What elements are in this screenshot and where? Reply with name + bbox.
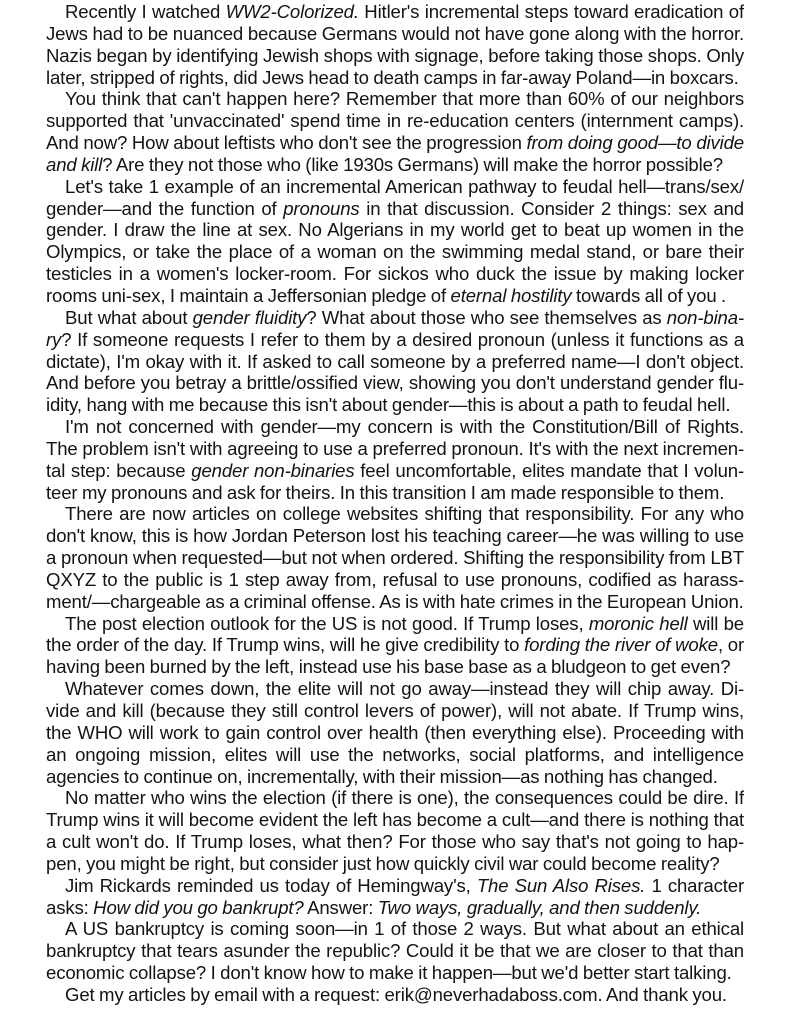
text-segment: will be: [687, 612, 744, 634]
text-line: [46, 787, 744, 809]
italic-text: Two ways, gradually, and then suddenly.: [377, 896, 702, 918]
text-segment: bankruptcy that tears asunder the republic? Could it be that we are closer to that than: [46, 940, 744, 962]
italic-text: gender fluidity: [192, 306, 307, 328]
text-line: [46, 45, 744, 67]
italic-text: fording the river of woke: [524, 634, 718, 656]
text-segment: gender—and the function of: [46, 197, 284, 219]
text-line: [46, 656, 744, 678]
italic-text: moronic hell: [588, 612, 688, 634]
italic-text: gender non-binaries: [191, 459, 355, 481]
text-segment: ? If someone requests I refer to them by a desired pronoun (unless it functions as a: [61, 328, 744, 350]
text-segment: Answer:: [303, 896, 378, 918]
text-segment: A US bankruptcy is coming soon—in 1 of those 2 ways. But what about an ethical: [65, 918, 744, 940]
text-segment: tal step: because: [46, 459, 192, 481]
text-segment: vide and kill (because they still control levers of power), will not abate. If Trump wins,: [46, 700, 744, 721]
text-line: [46, 940, 744, 962]
paragraph: [46, 1, 744, 88]
text-segment: Jim Rickards reminded us today of Hemingway's,: [65, 874, 477, 896]
text-segment: The post election outlook for the US is not good. If Trump loses,: [65, 612, 589, 634]
text-segment: And before you betray a brittle/ossified view, showing you don't understand gender flu-: [46, 372, 744, 394]
paragraph: [46, 678, 744, 787]
text-line: [46, 372, 744, 394]
text-segment: having been burned by the left, instead use his base base as a bludgeon to get even?: [46, 656, 731, 678]
paragraph: [46, 307, 744, 416]
text-line: [46, 67, 744, 89]
paragraph: [46, 503, 744, 612]
text-line: [46, 918, 744, 940]
text-line: [46, 329, 744, 351]
text-segment: Whatever comes down, the elite will not go away—instead they will chip away. Di-: [65, 678, 744, 700]
text-segment: feel uncomfortable, elites mandate that I volun-: [354, 459, 744, 481]
text-line: [46, 503, 744, 525]
text-line: [46, 547, 744, 569]
text-line: [46, 897, 744, 919]
text-segment: testicles in a women's locker-room. For sickos who duck the issue by making locker: [46, 263, 744, 285]
italic-text: WW2-Colorized.: [225, 1, 359, 22]
text-segment: rooms uni-sex, I maintain a Jeffersonian pledge of: [46, 284, 451, 306]
text-line: [46, 88, 744, 110]
text-segment: No matter who wins the election (if there is one), the consequences could be dire. If: [65, 787, 744, 809]
text-segment: And now? How about leftists who don't see the progression: [46, 132, 527, 154]
italic-text: ry: [46, 328, 62, 350]
italic-text: and kill: [46, 153, 103, 175]
paragraph: [46, 875, 744, 919]
text-line: [46, 613, 744, 635]
text-line: [46, 875, 744, 897]
text-line: [46, 132, 744, 154]
article-body: [46, 1, 744, 1006]
text-segment: later, stripped of rights, did Jews head to death camps in far-away Poland—in boxcars.: [46, 66, 739, 88]
text-segment: teer my pronouns and ask for theirs. In this transition I am made responsible to them.: [46, 481, 725, 503]
text-segment: a pronoun when requested—but not when ordered. Shifting the responsibility from LBT: [46, 547, 744, 569]
text-line: [46, 110, 744, 132]
text-line: [46, 853, 744, 875]
text-segment: idity, hang with me because this isn't about gender—this is about a path to feudal hell.: [46, 394, 731, 416]
text-line: [46, 700, 744, 722]
text-line: [46, 525, 744, 547]
text-line: [46, 23, 744, 45]
text-line: [46, 809, 744, 831]
text-segment: , or: [717, 634, 744, 656]
text-segment: There are now articles on college websites shifting that responsibility. For any who: [65, 503, 744, 525]
text-line: [46, 438, 744, 460]
text-line: [46, 351, 744, 373]
text-segment: supported that 'unvaccinated' spend time in re-education centers (internment camps).: [46, 110, 744, 132]
text-line: [46, 219, 744, 241]
text-segment: in that discussion. Consider 2 things: sex and: [359, 197, 744, 219]
text-segment: dictate), I'm okay with it. If asked to call someone by a preferred name—I don't object.: [46, 350, 744, 372]
text-line: [46, 634, 744, 656]
text-line: [46, 678, 744, 700]
text-segment: economic collapse? I don't know how to make it happen—but we'd better start talking.: [46, 962, 732, 984]
text-line: [46, 460, 744, 482]
text-line: [46, 1, 744, 23]
paragraph: [46, 88, 744, 175]
paragraph: [46, 984, 744, 1006]
italic-text: pronouns: [283, 197, 360, 219]
text-segment: Nazis began by identifying Jewish shops with signage, before taking those shops. Only: [46, 44, 744, 66]
text-line: [46, 241, 744, 263]
text-segment: agencies to continue on, incrementally, with their mission—as nothing has changed.: [46, 765, 718, 787]
text-line: [46, 263, 744, 285]
paragraph: [46, 416, 744, 503]
text-segment: Trump wins it will become evident the left has become a cult—and there is nothing that: [46, 809, 744, 831]
text-segment: I'm not concerned with gender—my concern is with the Constitution/Bill of Rights.: [65, 416, 744, 438]
text-segment: Let's take 1 example of an incremental American pathway to feudal hell—trans/sex/: [65, 175, 744, 197]
paragraph: [46, 787, 744, 874]
text-line: [46, 569, 744, 591]
paragraph: [46, 613, 744, 679]
text-segment: an ongoing mission, elites will use the networks, social platforms, and intelligence: [46, 743, 744, 765]
text-segment: Olympics, or take the place of a woman on the swimming medal stand, or bare their: [46, 241, 744, 263]
text-line: [46, 307, 744, 329]
text-segment: towards all of you .: [571, 284, 727, 306]
text-line: [46, 744, 744, 766]
text-segment: QXYZ to the public is 1 step away from, refusal to use pronouns, codified as harass-: [46, 568, 744, 590]
text-line: [46, 984, 744, 1006]
text-line: [46, 482, 744, 504]
text-segment: But what about: [65, 306, 193, 328]
text-line: [46, 176, 744, 198]
text-line: [46, 766, 744, 788]
text-line: [46, 154, 744, 176]
text-segment: The problem isn't with agreeing to use a preferred pronoun. It's with the next incremen-: [46, 437, 744, 459]
text-segment: You think that can't happen here? Remember that more than 60% of our neighbors: [65, 88, 744, 110]
italic-text: from doing good—to divide: [526, 132, 744, 154]
text-segment: pen, you might be right, but consider just how quickly civil war could become reality?: [46, 852, 720, 874]
text-line: [46, 962, 744, 984]
text-line: [46, 831, 744, 853]
text-segment: don't know, this is how Jordan Peterson lost his teaching career—he was willing to use: [46, 525, 744, 547]
text-segment: asks:: [46, 896, 94, 918]
italic-text: eternal hostility: [450, 284, 572, 306]
text-line: [46, 394, 744, 416]
text-segment: ? Are they not those who (like 1930s Germans) will make the horror possible?: [102, 153, 723, 175]
text-segment: 1 character: [645, 874, 744, 896]
text-segment: a cult won't do. If Trump loses, what then? For those who say that's not going to hap-: [46, 831, 744, 853]
text-segment: Hitler's incremental steps toward eradication of: [358, 1, 744, 22]
text-segment: Get my articles by email with a request: erik@neverhadaboss.com. And thank you.: [65, 983, 727, 1005]
text-line: [46, 722, 744, 744]
text-segment: Jews had to be nuanced because Germans would not have gone along with the horror.: [46, 22, 744, 44]
italic-text: non-bina-: [666, 306, 744, 328]
italic-text: How did you go bankrupt?: [93, 896, 304, 918]
text-line: [46, 198, 744, 220]
text-line: [46, 285, 744, 307]
italic-text: The Sun Also Rises.: [476, 874, 646, 896]
text-segment: the WHO will work to gain control over health (then everything else). Proceeding with: [46, 721, 744, 743]
text-segment: the order of the day. If Trump wins, will he give credibility to: [46, 634, 525, 656]
text-segment: ment/—chargeable as a criminal offense. As is with hate crimes in the European Union.: [46, 590, 744, 612]
text-line: [46, 416, 744, 438]
paragraph: [46, 176, 744, 307]
text-segment: ? What about those who see themselves as: [306, 306, 667, 328]
text-line: [46, 591, 744, 613]
text-segment: gender. I draw the line at sex. No Algerians in my world get to beat up women in the: [46, 219, 744, 241]
text-segment: Recently I watched: [65, 1, 226, 22]
paragraph: [46, 918, 744, 984]
